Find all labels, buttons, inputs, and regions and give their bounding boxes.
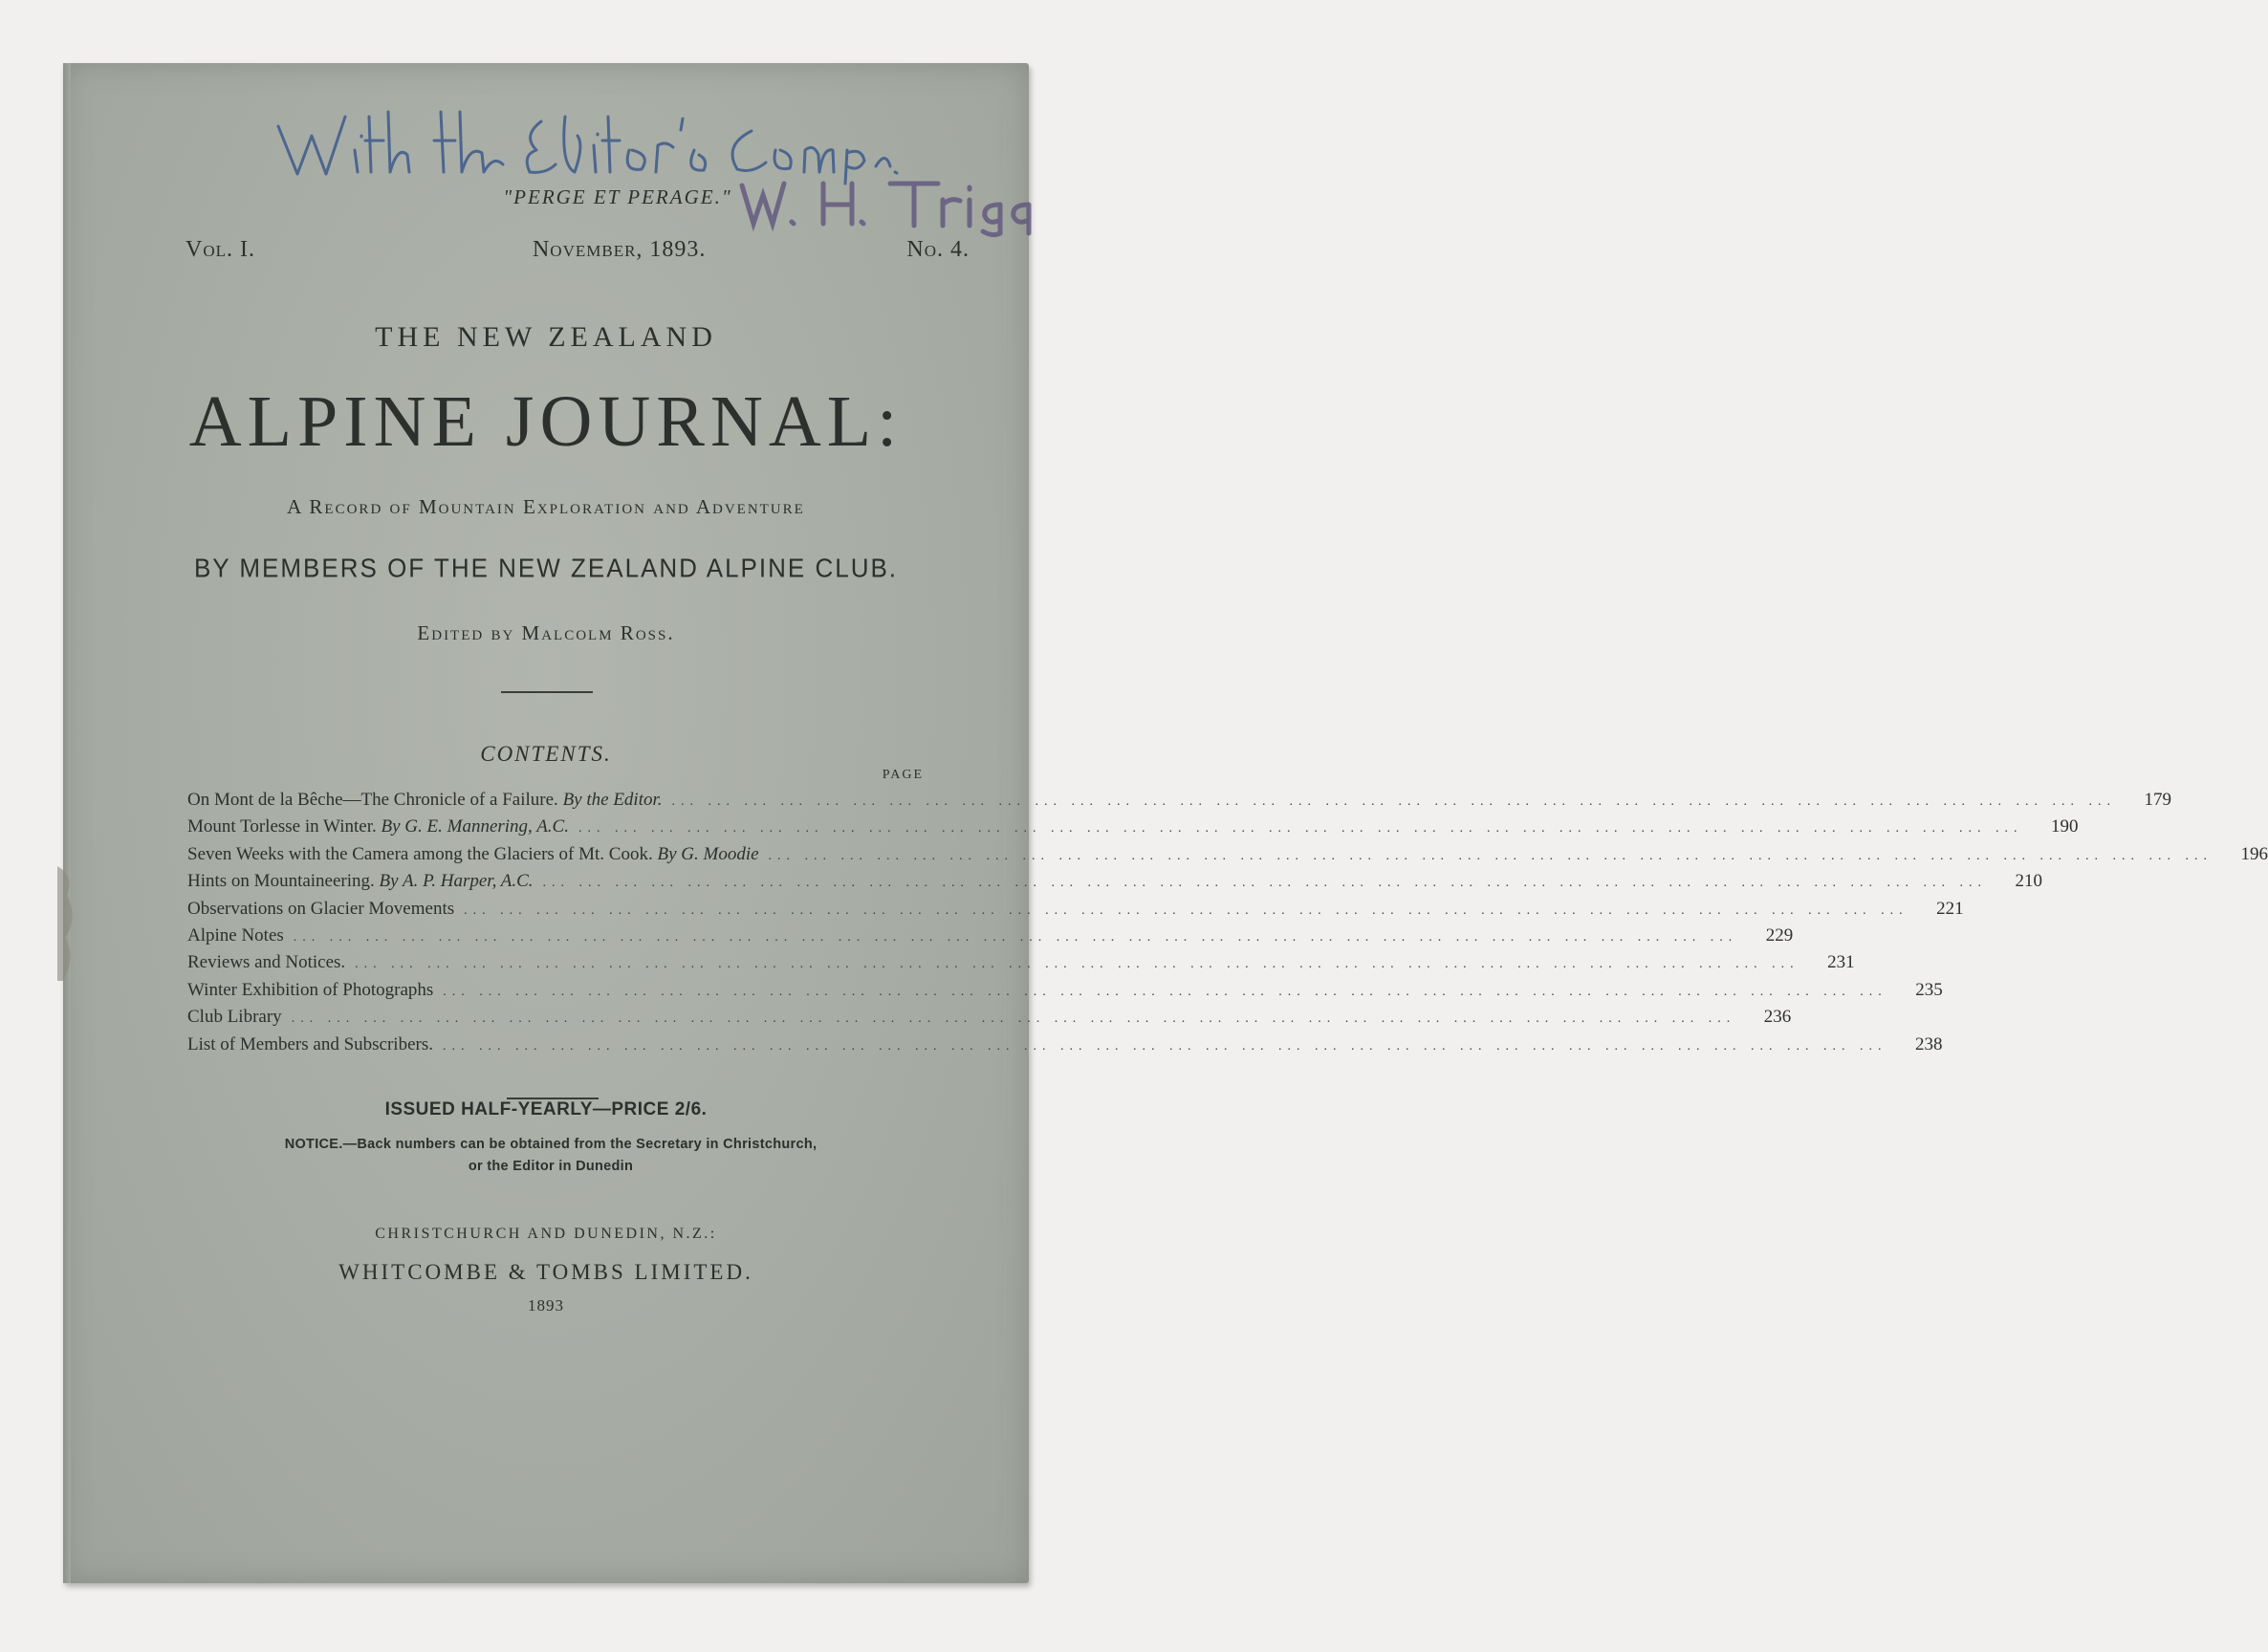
entry-title-text: Reviews and Notices. bbox=[187, 952, 346, 973]
leader-dots: ... ... ... ... ... ... ... ... ... ... ... ... ... ... ... ... ... ... ... ... ... ... ... ... ... ... ... ... ... ... ... ... ... ... ... ... ... ... ... ... bbox=[578, 821, 2023, 837]
issue-line bbox=[185, 237, 970, 263]
contents-entry-title bbox=[187, 816, 569, 837]
entry-page-number: 238 bbox=[1914, 1033, 1943, 1054]
leader-dots: ... ... ... ... ... ... ... ... ... ... ... ... ... ... ... ... ... ... ... ... ... ... ... ... ... ... ... ... ... ... ... ... ... ... ... ... ... ... ... ... bbox=[768, 848, 2213, 863]
contents-entry bbox=[187, 1007, 1792, 1033]
entry-author: By A. P. Harper, A.C. bbox=[379, 871, 534, 892]
publication-year: 1893 bbox=[528, 1296, 564, 1315]
leader-dots: ... ... ... ... ... ... ... ... ... ... ... ... ... ... ... ... ... ... ... ... ... ... ... ... ... ... ... ... ... ... ... ... ... ... ... ... ... ... ... ... bbox=[464, 902, 1908, 918]
issue-number: No. 4. bbox=[906, 237, 970, 262]
publisher: WHITCOMBE & TOMBS LIMITED. bbox=[338, 1260, 753, 1284]
motto: "PERGE ET PERAGE." bbox=[503, 185, 732, 208]
entry-title-text: Observations on Glacier Movements bbox=[187, 898, 455, 919]
entry-author: By the Editor. bbox=[562, 790, 663, 810]
volume-label: Vol. I. bbox=[185, 237, 255, 262]
entry-page-number: 179 bbox=[2144, 790, 2172, 810]
price-line: ISSUED HALF-YEARLY—PRICE 2/6. bbox=[384, 1099, 708, 1119]
entry-title-text: On Mont de la Bêche—The Chronicle of a Failure. bbox=[187, 790, 558, 810]
entry-page-number: 235 bbox=[1915, 979, 1943, 1000]
contents-entry bbox=[187, 952, 1855, 979]
leader-dots: ... ... ... ... ... ... ... ... ... ... ... ... ... ... ... ... ... ... ... ... ... ... ... ... ... ... ... ... ... ... ... ... ... ... ... ... ... ... ... ... bbox=[293, 929, 1738, 945]
contents-entry bbox=[187, 979, 1943, 1007]
journal-cover bbox=[63, 63, 2268, 1583]
entry-author: By G. Moodie bbox=[657, 843, 759, 864]
entry-page-number: 229 bbox=[1765, 924, 1794, 946]
publication-place: CHRISTCHURCH AND DUNEDIN, N.Z.: bbox=[375, 1226, 717, 1242]
contents-entry bbox=[187, 1033, 1943, 1061]
contents-entry bbox=[187, 871, 2043, 898]
contents-entry-title bbox=[187, 899, 454, 920]
entry-page-number: 231 bbox=[1827, 952, 1855, 973]
entry-title-text: Club Library bbox=[187, 1007, 282, 1028]
contents-entry bbox=[187, 924, 1794, 952]
contents-entry-title bbox=[187, 844, 759, 865]
entry-title-text: Hints on Mountaineering. bbox=[187, 871, 375, 892]
entry-title-text: List of Members and Subscribers. bbox=[187, 1033, 433, 1054]
leader-dots: ... ... ... ... ... ... ... ... ... ... ... ... ... ... ... ... ... ... ... ... ... ... ... ... ... ... ... ... ... ... ... ... ... ... ... ... ... ... ... ... bbox=[291, 1011, 1736, 1027]
leader-dots: ... ... ... ... ... ... ... ... ... ... ... ... ... ... ... ... ... ... ... ... ... ... ... ... ... ... ... ... ... ... ... ... ... ... ... ... ... ... ... ... bbox=[542, 876, 1988, 891]
editor-line: Edited by Malcolm Ross. bbox=[417, 621, 675, 644]
notice-line: or the Editor in Dunedin bbox=[468, 1159, 634, 1174]
contents-entry-title bbox=[187, 980, 433, 1001]
entry-author: By G. E. Mannering, A.C. bbox=[381, 816, 569, 837]
byline: BY MEMBERS OF THE NEW ZEALAND ALPINE CLUB. bbox=[193, 553, 899, 583]
leader-dots: ... ... ... ... ... ... ... ... ... ... ... ... ... ... ... ... ... ... ... ... ... ... ... ... ... ... ... ... ... ... ... ... ... ... ... ... ... ... ... ... bbox=[355, 957, 1799, 972]
entry-page-number: 210 bbox=[2015, 871, 2043, 892]
worn-edge bbox=[57, 866, 86, 981]
contents-entry-title bbox=[187, 790, 663, 811]
page-column-heading: PAGE bbox=[882, 768, 924, 782]
contents-entry-title bbox=[187, 925, 284, 946]
contents-entry bbox=[187, 816, 2079, 843]
contents-entry-title bbox=[187, 1007, 282, 1028]
leader-dots: ... ... ... ... ... ... ... ... ... ... ... ... ... ... ... ... ... ... ... ... ... ... ... ... ... ... ... ... ... ... ... ... ... ... ... ... ... ... ... ... bbox=[442, 1038, 1887, 1054]
entry-title-text: Mount Torlesse in Winter. bbox=[187, 816, 377, 837]
contents-entry bbox=[187, 898, 1964, 925]
entry-page-number: 221 bbox=[1936, 898, 1964, 919]
contents-entry-title bbox=[187, 1034, 433, 1055]
contents-entry bbox=[187, 843, 2268, 871]
contents-entry-title bbox=[187, 952, 345, 973]
entry-title-text: Winter Exhibition of Photographs bbox=[187, 979, 434, 1000]
notice-line: NOTICE.—Back numbers can be obtained from the Secretary in Christchurch, bbox=[284, 1137, 818, 1152]
journal-title: ALPINE JOURNAL: bbox=[188, 381, 904, 462]
contents-entry-title bbox=[187, 871, 534, 892]
entry-page-number: 236 bbox=[1763, 1007, 1792, 1028]
notice bbox=[207, 1134, 895, 1178]
leader-dots: ... ... ... ... ... ... ... ... ... ... ... ... ... ... ... ... ... ... ... ... ... ... ... ... ... ... ... ... ... ... ... ... ... ... ... ... ... ... ... ... bbox=[443, 984, 1887, 999]
table-of-contents bbox=[187, 790, 2268, 1061]
entry-title-text: Alpine Notes bbox=[187, 924, 284, 946]
issue-date: November, 1893. bbox=[532, 237, 707, 262]
entry-page-number: 196 bbox=[2240, 843, 2268, 864]
contents-heading: CONTENTS. bbox=[480, 742, 612, 766]
contents-entry bbox=[187, 790, 2172, 816]
entry-title-text: Seven Weeks with the Camera among the Glaciers of Mt. Cook. bbox=[187, 843, 653, 864]
subtitle: A Record of Mountain Exploration and Adventure bbox=[287, 495, 805, 518]
entry-page-number: 190 bbox=[2051, 816, 2079, 837]
spine-edge bbox=[63, 63, 71, 1583]
leader-dots: ... ... ... ... ... ... ... ... ... ... ... ... ... ... ... ... ... ... ... ... ... ... ... ... ... ... ... ... ... ... ... ... ... ... ... ... ... ... ... ... bbox=[671, 794, 2117, 809]
divider-rule bbox=[501, 691, 593, 693]
pretitle: THE NEW ZEALAND bbox=[375, 321, 717, 353]
